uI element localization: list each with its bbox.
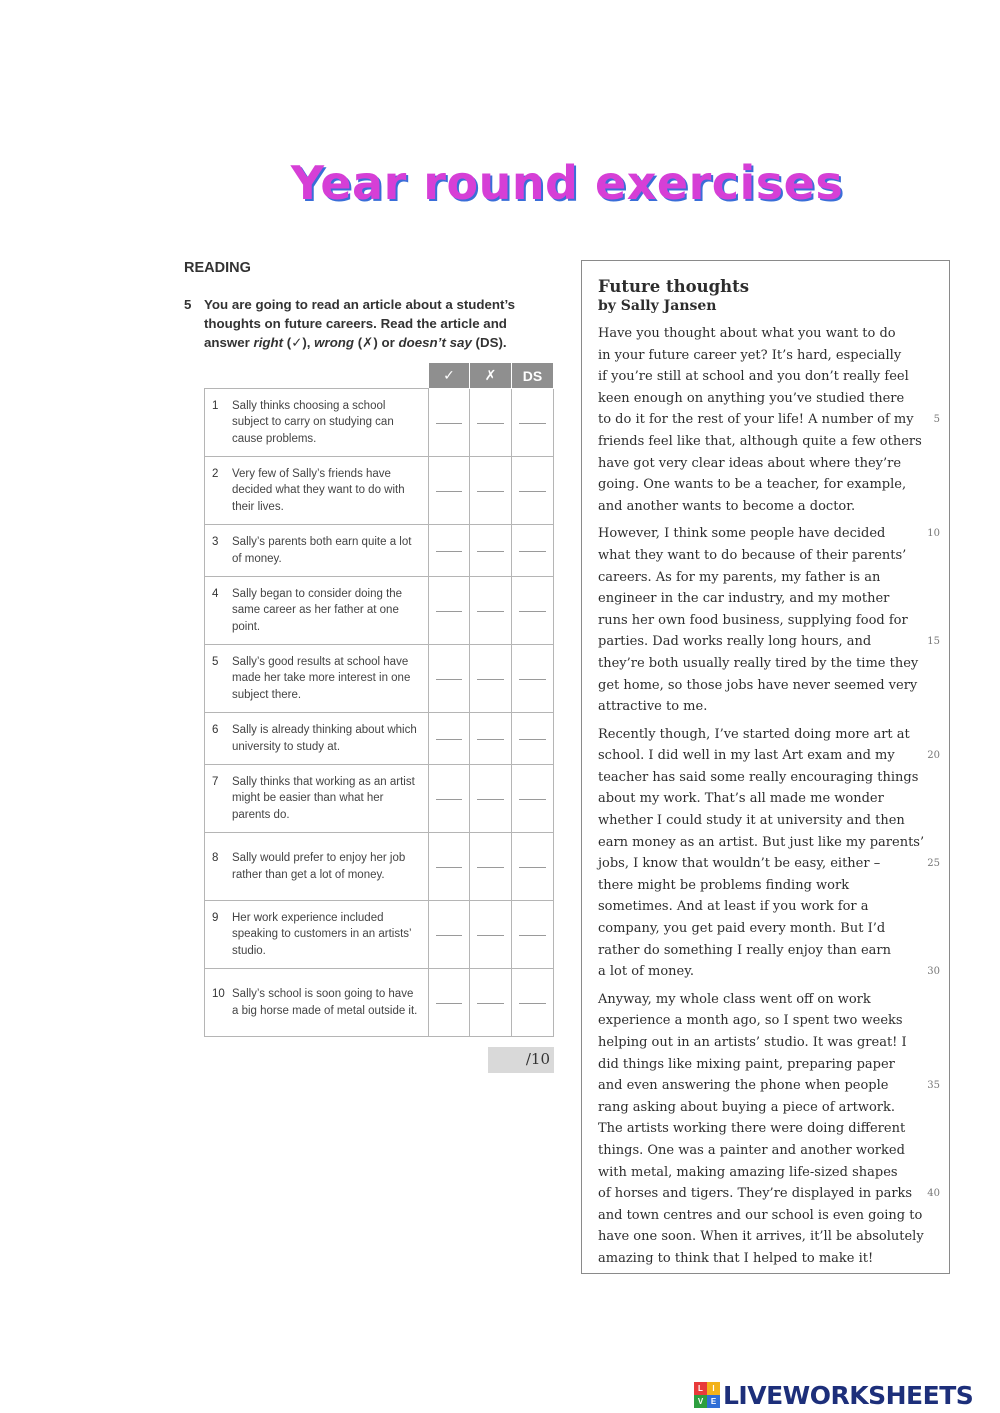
task-instruction [184,295,549,352]
question-row [205,765,554,833]
answer-blank-line [519,739,546,740]
article-line [598,545,930,567]
article-line-text: have got very clear ideas about where they’re [598,455,902,471]
article-line-text: there might be problems finding work [598,877,850,893]
article-line-text: amazing to think that I helped to make it! [598,1250,874,1266]
question-text: Sally thinks that working as an artist might be easier than what her parents do. [232,775,415,821]
answer-blank-line [519,679,546,680]
line-number: 25 [927,858,940,870]
article-line-text: Recently though, I’ve started doing more art at [598,726,910,742]
article-line-text: in your future career yet? It’s hard, especially [598,347,902,363]
question-cell [205,525,429,577]
answer-cell-doesnt-say[interactable] [512,713,554,765]
answer-blank-line [477,611,504,612]
question-number: 9 [212,911,219,924]
article-line-text: to do it for the rest of your life! A number of my [598,412,914,428]
article-line [598,810,930,832]
logo-square: V [694,1395,707,1408]
answer-blank-line [477,423,504,424]
article-line [598,1162,930,1184]
answer-cell-doesnt-say[interactable] [512,577,554,645]
answer-cell-doesnt-say[interactable] [512,525,554,577]
article-title: Future thoughts [598,277,750,296]
logo-square: L [694,1382,707,1395]
article-line [598,1248,930,1270]
liveworksheets-brand [694,1381,973,1409]
article-line-text: However, I think some people have decided [598,526,886,542]
article-line [598,745,940,767]
article-line-text: jobs, I know that wouldn’t be easy, either – [598,856,881,872]
line-number: 40 [927,1188,940,1200]
article-line [598,1097,930,1119]
answer-blank-line [477,799,504,800]
article-author: by Sally Jansen [598,298,717,314]
answer-blank-line [519,423,546,424]
logo-square: I [707,1382,720,1395]
task-text-part: (DS). [471,335,507,350]
question-number: 8 [212,852,219,864]
article-paragraph [598,323,949,517]
doesnt-say-column-header: DS [512,363,554,389]
right-column-header: ✓ [429,363,470,389]
answer-blank-line [436,867,462,868]
article-line-text: and another wants to become a doctor. [598,498,856,514]
article-line-text: company, you get paid every month. But I’d [598,921,886,937]
answer-cell-doesnt-say[interactable] [512,969,554,1037]
answer-cell-doesnt-say[interactable] [512,765,554,833]
answer-cell-wrong[interactable] [470,969,512,1037]
answer-cell-right[interactable] [429,833,470,901]
question-cell [205,901,429,969]
article-line-text: keen enough on anything you’ve studied there [598,390,905,406]
question-row [205,901,554,969]
article-line [598,1010,930,1032]
answer-cell-wrong[interactable] [470,645,512,713]
article-line [598,1205,930,1227]
task-text-part: You are going to read an article about a student’s thoughts on future careers. Read the article and answer [204,297,516,350]
liveworksheets-logo-icon [694,1382,720,1408]
question-row [205,645,554,713]
answer-blank-line [519,491,546,492]
question-cell [205,457,429,525]
article-line-text: with metal, making amazing life-sized shapes [598,1164,898,1180]
answer-cell-wrong[interactable] [470,457,512,525]
answer-blank-line [519,799,546,800]
question-text: Sally would prefer to enjoy her job rather than get a lot of money. [232,852,406,881]
article-paragraph [598,989,949,1270]
task-text-doesnt-say: doesn’t say [398,335,472,350]
answer-cell-wrong[interactable] [470,833,512,901]
answer-blank-line [436,935,462,936]
question-number: 7 [212,775,219,788]
article-line-text: get home, so those jobs have never seemed very [598,677,918,693]
article-line [598,388,930,410]
question-text: Sally is already thinking about which university to study at. [232,724,417,753]
answer-cell-right[interactable] [429,389,470,457]
answer-blank-line [436,611,462,612]
answer-cell-doesnt-say[interactable] [512,645,554,713]
article-line-text: sometimes. And at least if you work for a [598,899,869,915]
answer-blank-line [477,935,504,936]
article-line-text: experience a month ago, so I spent two weeks [598,1013,903,1029]
article-line [598,1118,930,1140]
article-line [598,961,940,983]
answer-cell-right[interactable] [429,457,470,525]
article-line-text: runs her own food business, supplying food for [598,612,908,628]
answer-cell-wrong[interactable] [470,525,512,577]
answer-blank-line [519,1003,546,1004]
article-line-text: parties. Dad works really long hours, and [598,634,872,650]
task-text-part: (✗) or [354,335,399,350]
line-number: 10 [927,528,940,540]
logo-square: E [707,1395,720,1408]
article-line-text: have one soon. When it arrives, it’ll be absolutely [598,1229,924,1245]
question-cell [205,765,429,833]
question-text: Sally’s school is soon going to have a big horse made of metal outside it. [232,988,418,1017]
line-number: 30 [927,966,940,978]
article-line-text: rang asking about buying a piece of artwork. [598,1099,896,1115]
article-line [598,1054,930,1076]
article-body [598,323,949,1270]
answer-blank-line [477,551,504,552]
answer-blank-line [436,799,462,800]
article-line [598,431,930,453]
article-line [598,409,940,431]
line-number: 5 [933,414,940,426]
article-line-text: engineer in the car industry, and my mother [598,591,890,607]
article-paragraph [598,724,949,983]
question-cell [205,833,429,901]
question-cell [205,389,429,457]
question-row [205,577,554,645]
answer-cell-wrong[interactable] [470,713,512,765]
question-text: Her work experience included speaking to customers in an artists’ studio. [232,911,412,957]
answer-blank-line [519,551,546,552]
article-line-text: The artists working there were doing different [598,1121,906,1137]
answer-blank-line [436,739,462,740]
question-number: 4 [212,587,219,600]
article-line [598,1032,930,1054]
question-text: Very few of Sally’s friends have decided what they want to do with their lives. [232,467,405,513]
answer-cell-wrong[interactable] [470,389,512,457]
answer-cell-right[interactable] [429,577,470,645]
task-text-part: (✓), [283,335,315,350]
article-line [598,675,930,697]
article-line [598,366,930,388]
section-heading: READING [184,260,251,276]
answer-cell-right[interactable] [429,765,470,833]
article-line [598,896,930,918]
article-line-text: Anyway, my whole class went off on work [598,991,871,1007]
answer-cell-doesnt-say[interactable] [512,833,554,901]
answer-blank-line [436,551,462,552]
article-line [598,453,930,475]
question-cell [205,969,429,1037]
question-number: 6 [212,724,219,736]
answer-cell-wrong[interactable] [470,577,512,645]
task-text [184,295,549,352]
article-line-text: school. I did well in my last Art exam and my [598,748,895,764]
article-line-text: things. One was a painter and another worked [598,1142,905,1158]
article-line-text: earn money as an artist. But just like my parents’ [598,834,925,850]
answer-blank-line [519,935,546,936]
article-line [598,588,930,610]
line-number: 35 [927,1080,940,1092]
answer-blank-line [477,867,504,868]
answer-blank-line [477,679,504,680]
answer-cell-wrong[interactable] [470,901,512,969]
article-line-text: what they want to do because of their parents’ [598,547,907,563]
question-number: 1 [212,399,219,412]
question-text: Sally’s good results at school have made her take more interest in one subject there. [232,655,411,701]
question-row [205,525,554,577]
answer-blank-line [477,491,504,492]
article-line-text: careers. As for my parents, my father is an [598,569,881,585]
question-row [205,969,554,1037]
task-text-wrong: wrong [314,335,355,350]
article-paragraph [598,523,949,717]
line-number: 15 [927,636,940,648]
task-number: 5 [184,297,192,312]
article-line [598,767,930,789]
article-line [598,1226,930,1248]
article-line [598,653,930,675]
article-line [598,832,930,854]
answer-cell-right[interactable] [429,645,470,713]
article-line-text: if you’re still at school and you don’t really feel [598,369,909,385]
question-header-blank [205,363,429,389]
article-line-text: helping out in an artists’ studio. It was great! I [598,1035,907,1050]
question-row [205,389,554,457]
question-number: 10 [212,988,225,1000]
question-cell [205,577,429,645]
answer-blank-line [477,1003,504,1004]
article-line-text: teacher has said some really encouraging things [598,769,919,785]
article-line [598,1075,940,1097]
question-text: Sally thinks choosing a school subject to carry on studying can cause problems. [232,399,394,445]
answer-cell-wrong[interactable] [470,765,512,833]
brand-name: LIVEWORKSHEETS [723,1380,974,1410]
answer-cell-doesnt-say[interactable] [512,389,554,457]
article-line-text: going. One wants to be a teacher, for example, [598,477,907,493]
article-line [598,345,930,367]
answer-table-header [205,363,554,389]
answer-cell-doesnt-say[interactable] [512,901,554,969]
article-line-text: of horses and tigers. They’re displayed in parks [598,1186,913,1202]
answer-blank-line [519,611,546,612]
article-line-text: and even answering the phone when people [598,1078,889,1094]
answer-cell-right[interactable] [429,525,470,577]
article-line [598,610,930,632]
question-number: 5 [212,655,219,668]
answer-blank-line [436,491,462,492]
article-line [598,631,940,653]
article-line [598,918,930,940]
answer-cell-right[interactable] [429,901,470,969]
article-line [598,1183,940,1205]
article-line-text: rather do something I really enjoy than earn [598,942,891,958]
answer-blank-line [519,867,546,868]
article-line [598,696,930,718]
article-line [598,523,940,545]
question-text: Sally’s parents both earn quite a lot of money. [232,536,412,565]
question-row [205,457,554,525]
line-number: 20 [927,750,940,762]
question-row [205,833,554,901]
article-line-text: a lot of money. [598,964,694,980]
answer-table [204,362,554,1037]
answer-blank-line [477,739,504,740]
article-line [598,788,930,810]
question-cell [205,645,429,713]
article-line [598,474,930,496]
article-line [598,496,930,518]
answer-cell-right[interactable] [429,713,470,765]
article-line [598,724,930,746]
answer-blank-line [436,423,462,424]
page-title: Year round exercises [290,156,844,210]
article-line [598,875,930,897]
task-text-right: right [253,335,284,350]
article-line-text: about my work. That’s all made me wonder [598,791,884,807]
article-line-text: whether I could study it at university and then [598,813,905,829]
question-number: 2 [212,467,219,480]
article-line [598,323,930,345]
article-line [598,1140,930,1162]
question-cell [205,713,429,765]
article-line [598,989,930,1011]
article-line-text: Have you thought about what you want to do [598,326,896,341]
answer-cell-right[interactable] [429,969,470,1037]
article-line-text: did things like mixing paint, preparing paper [598,1056,895,1072]
article-line-text: they’re both usually really tired by the time they [598,655,919,671]
article-line-text: friends feel like that, although quite a few others [598,433,922,449]
article-box [581,260,950,1274]
article-line [598,940,930,962]
article-line-text: attractive to me. [598,699,708,715]
article-line [598,853,940,875]
answer-blank-line [436,679,462,680]
wrong-column-header: ✗ [470,363,512,389]
question-number: 3 [212,536,219,548]
article-line-text: and town centres and our school is even going to [598,1207,923,1223]
question-row [205,713,554,765]
answer-cell-doesnt-say[interactable] [512,457,554,525]
answer-blank-line [436,1003,462,1004]
article-line [598,567,930,589]
score-box: /10 [488,1047,554,1073]
question-text: Sally began to consider doing the same career as her father at one point. [232,587,403,633]
